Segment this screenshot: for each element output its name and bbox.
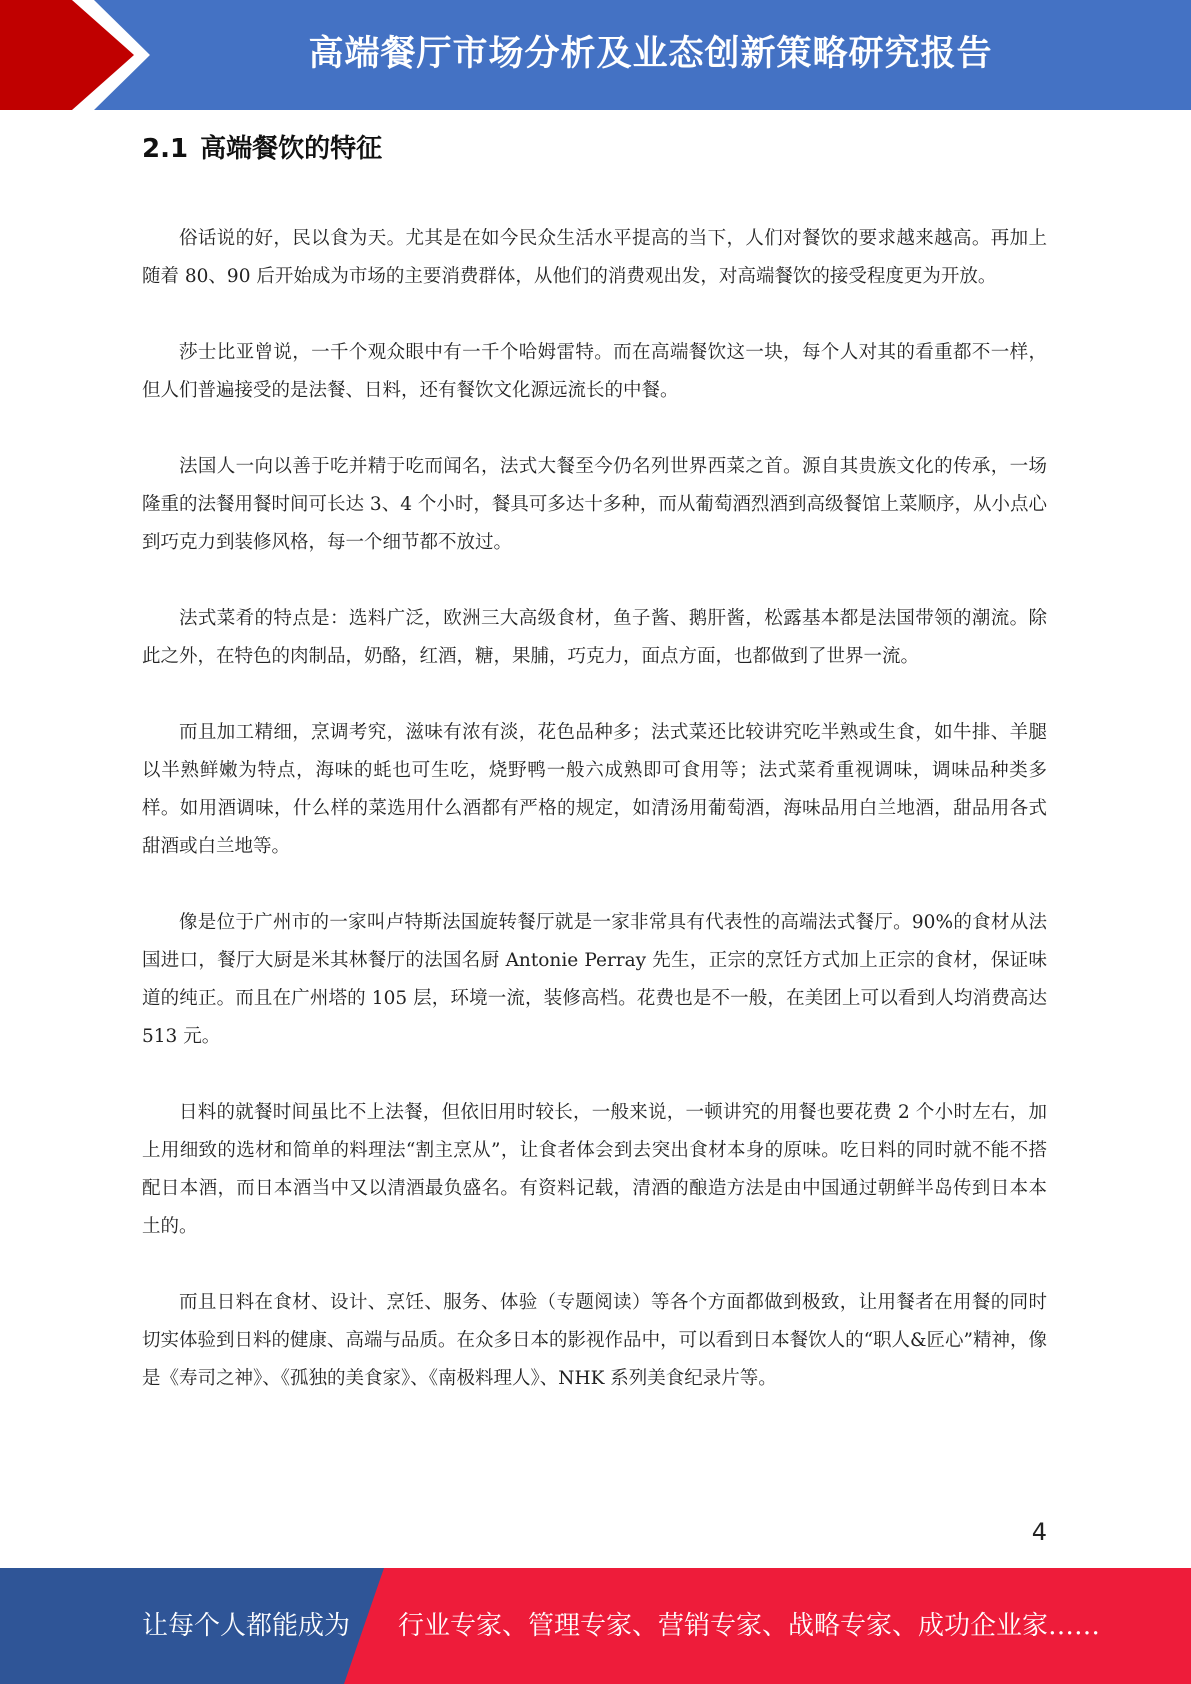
paragraph: 法国人一向以善于吃并精于吃而闻名，法式大餐至今仍名列世界西菜之首。源自其贵族文化的传承，一场隆重的法餐用餐时间可长达 3、4 个小时，餐具可多达十多种，而从葡萄酒烈酒到高级餐馆上菜顺序，从小点心到巧克力到装修风格，每一个细节都不放过。: [142, 456, 1047, 553]
paragraph: 日料的就餐时间虽比不上法餐，但依旧用时较长，一般来说，一顿讲究的用餐也要花费 2 个小时左右，加上用细致的选材和简单的料理法“割主烹从”，让食者体会到去突出食材本身的原味。吃日料的同时就不能不搭配日本酒，而日本酒当中又以清酒最负盛名。有资料记载，清酒的酿造方法是由中国通过朝鲜半岛传到日本本土的。: [142, 1102, 1047, 1237]
paragraph: 而且加工精细，烹调考究，滋味有浓有淡，花色品种多；法式菜还比较讲究吃半熟或生食，如牛排、羊腿以半熟鲜嫩为特点，海味的蚝也可生吃，烧野鸭一般六成熟即可食用等；法式菜肴重视调味，调味品种类多样。如用酒调味，什么样的菜选用什么酒都有严格的规定，如清汤用葡萄酒，海味品用白兰地酒，甜品用各式甜酒或白兰地等。: [142, 722, 1047, 857]
footer-slogan-right: 行业专家、管理专家、营销专家、战略专家、成功企业家……: [398, 1611, 1101, 1641]
body-text: [142, 220, 1047, 1436]
header-banner: [0, 0, 1191, 110]
paragraph: 法式菜肴的特点是：选料广泛，欧洲三大高级食材，鱼子酱、鹅肝酱，松露基本都是法国带领的潮流。除此之外，在特色的肉制品，奶酪，红酒，糖，果脯，巧克力，面点方面，也都做到了世界一流。: [142, 608, 1047, 667]
section-number: 2.1: [142, 134, 189, 164]
paragraph: 俗话说的好，民以食为天。尤其是在如今民众生活水平提高的当下，人们对餐饮的要求越来越高。再加上随着 80、90 后开始成为市场的主要消费群体，从他们的消费观出发，对高端餐饮的接受程度更为开放。: [142, 228, 1047, 287]
footer-banner: [0, 1568, 1191, 1684]
paragraph: 像是位于广州市的一家叫卢特斯法国旋转餐厅就是一家非常具有代表性的高端法式餐厅。90%的食材从法国进口，餐厅大厨是米其林餐厅的法国名厨 Antonie Perray 先生，正宗的烹饪方式加上正宗的食材，保证味道的纯正。而且在广州塔的 105 层，环境一流，装修高档。花费也是不一般，在美团上可以看到人均消费高达 513 元。: [142, 912, 1047, 1047]
report-title: 高端餐厅市场分析及业态创新策略研究报告: [308, 34, 993, 74]
paragraph: 而且日料在食材、设计、烹饪、服务、体验（专题阅读）等各个方面都做到极致，让用餐者在用餐的同时切实体验到日料的健康、高端与品质。在众多日本的影视作品中，可以看到日本餐饮人的“职人&匠心”精神，像是《寿司之神》、《孤独的美食家》、《南极料理人》、NHK 系列美食纪录片等。: [142, 1292, 1047, 1389]
page-number: 4: [1031, 1518, 1047, 1546]
paragraph: 莎士比亚曾说，一千个观众眼中有一千个哈姆雷特。而在高端餐饮这一块，每个人对其的看重都不一样，但人们普遍接受的是法餐、日料，还有餐饮文化源远流长的中餐。: [142, 342, 1047, 401]
section-title: 高端餐饮的特征: [200, 134, 383, 164]
footer-slogan-left: 让每个人都能成为: [142, 1611, 351, 1641]
section-heading: [142, 128, 382, 165]
